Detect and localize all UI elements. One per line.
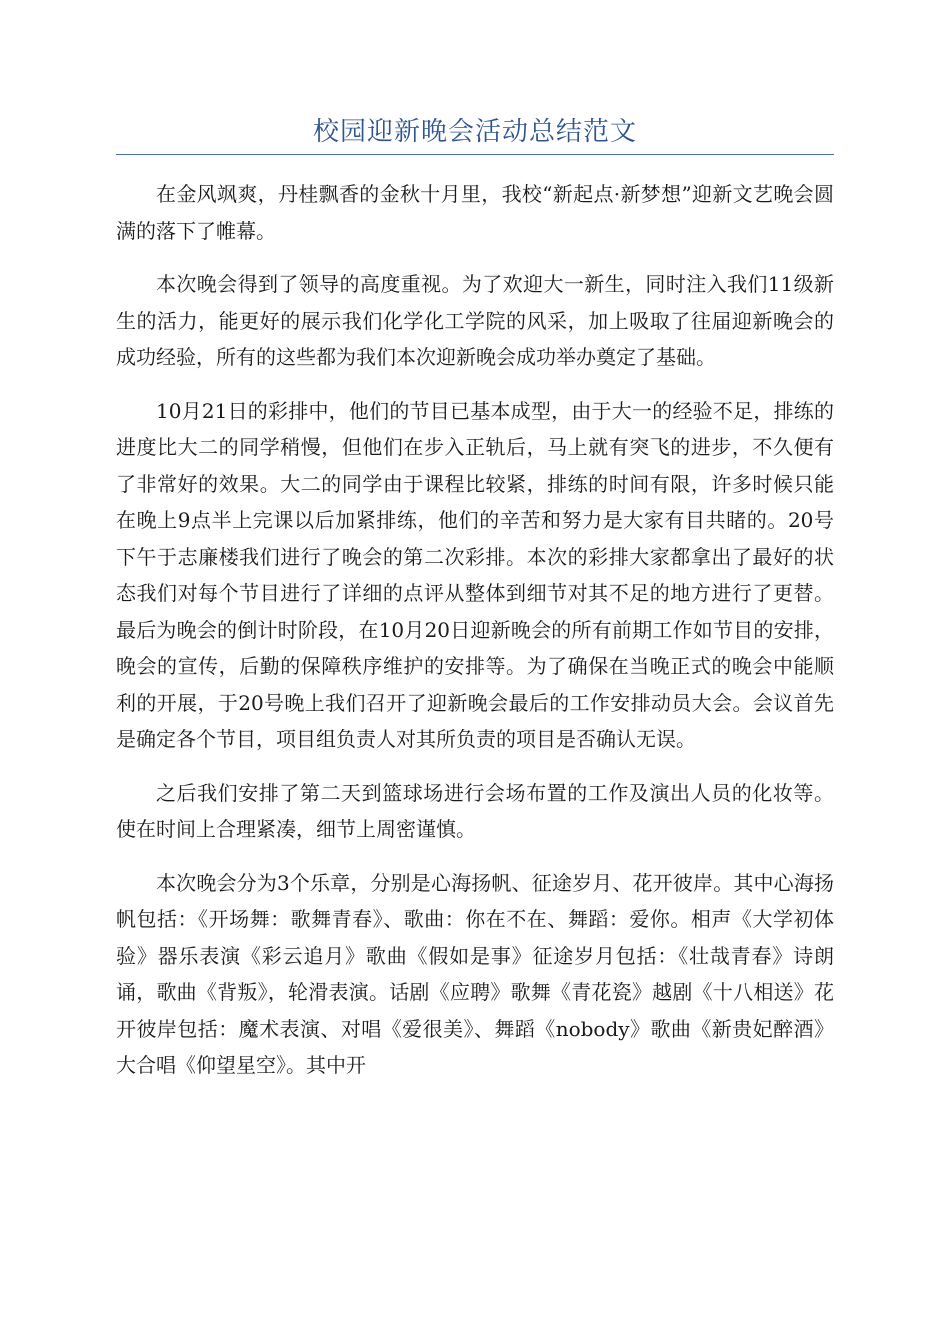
paragraph-3: 10月21日的彩排中，他们的节目已基本成型，由于大一的经验不足，排练的进度比大二的同学稍慢，但他们在步入正轨后，马上就有突飞的进步，不久便有了非常好的效果。大二的同学由于课程比较紧，排练的时间有限，许多时候只能在晚上9点半上完课以后加紧排练，他们的辛苦和努力是大家有目共睹的。20号下午于志廉楼我们进行了晚会的第二次彩排。本次的彩排大家都拿出了最好的状态我们对每个节目进行了详细的点评从整体到细节对其不足的地方进行了更替。最后为晚会的倒计时阶段，在10月20日迎新晚会的所有前期工作如节目的安排，晚会的宣传，后勤的保障秩序维护的安排等。为了确保在当晚正式的晚会中能顺利的开展，于20号晚上我们召开了迎新晚会最后的工作安排动员大会。会议首先是确定各个节目，项目组负责人对其所负责的项目是否确认无误。: [116, 398, 834, 751]
document-body: [116, 176, 834, 1101]
paragraph-2: 本次晚会得到了领导的高度重视。为了欢迎大一新生，同时注入我们11级新生的活力，能更好的展示我们化学化工学院的风采，加上吸取了往届迎新晚会的成功经验，所有的这些都为我们本次迎新晚会成功举办奠定了基础。: [116, 272, 834, 369]
paragraph-1: 在金风飒爽，丹桂飘香的金秋十月里，我校“新起点·新梦想”迎新文艺晚会圆满的落下了帷幕。: [116, 182, 834, 243]
document-title: 校园迎新晚会活动总结范文: [312, 117, 637, 147]
paragraph-5: 本次晚会分为3个乐章，分别是心海扬帆、征途岁月、花开彼岸。其中心海扬帆包括：《开场舞：歌舞青春》、歌曲：你在不在、舞蹈：爱你。相声《大学初体验》器乐表演《彩云追月》歌曲《假如是事》征途岁月包括：《壮哉青春》诗朗诵，歌曲《背叛》，轮滑表演。话剧《应聘》歌舞《青花瓷》越剧《十八相送》花开彼岸包括：魔术表演、对唱《爱很美》、舞蹈《nobody》歌曲《新贵妃醉酒》大合唱《仰望星空》。其中开: [116, 870, 834, 1077]
title-underline: [116, 154, 834, 155]
paragraph-4: 之后我们安排了第二天到篮球场进行会场布置的工作及演出人员的化妆等。使在时间上合理紧凑，细节上周密谨慎。: [116, 780, 834, 841]
